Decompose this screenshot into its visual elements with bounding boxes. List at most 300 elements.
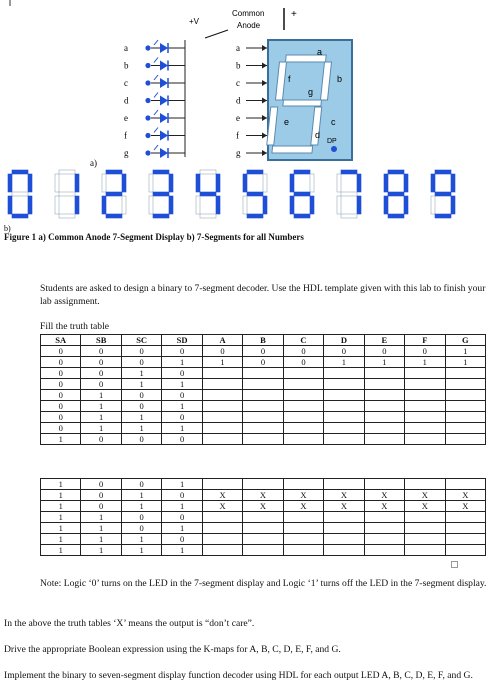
table-cell: 1: [81, 423, 121, 434]
digit-8-seg-c: [404, 196, 408, 214]
table-cell: 1: [121, 368, 161, 379]
table-cell[interactable]: 1: [445, 357, 485, 368]
digit-3-seg-b: [169, 174, 173, 192]
digit-2-seg-b: [122, 174, 126, 192]
table-cell[interactable]: [405, 423, 445, 434]
digit-9: [431, 170, 455, 218]
header-g: G: [445, 335, 485, 346]
table-cell[interactable]: [283, 534, 323, 545]
diode-icon-c: [160, 78, 168, 88]
digit-9-seg-g: [435, 192, 451, 196]
table-cell[interactable]: [364, 512, 404, 523]
digit-0-seg-e: [8, 196, 12, 214]
table-cell[interactable]: [445, 534, 485, 545]
disp-label-dp: DP: [327, 138, 337, 145]
note-paragraph: Note: Logic ‘0’ turns on the LED in the 7-segment display and Logic ‘1’ turns off the LED in the 7-segment display.: [40, 578, 487, 589]
led-label-e: e: [124, 113, 128, 123]
digit-5-seg-d: [247, 214, 263, 218]
table-cell: 1: [41, 523, 81, 534]
digit-5-seg-g: [247, 192, 263, 196]
table-cell: 0: [121, 390, 161, 401]
table-cell[interactable]: [202, 412, 242, 423]
table-cell: 1: [41, 512, 81, 523]
table-row: [41, 346, 486, 357]
table-cell[interactable]: [324, 534, 364, 545]
table-cell: 0: [81, 490, 121, 501]
diode-icon-b: [160, 61, 168, 71]
diode-icon-f: [160, 131, 168, 141]
diode-icon-a: [160, 43, 168, 53]
digit-0-seg-f: [8, 174, 12, 192]
table-cell[interactable]: [445, 479, 485, 490]
digit-4-seg-b: [216, 174, 220, 192]
diode-icon-e: [160, 113, 168, 123]
table-cell: 0: [121, 479, 161, 490]
table-cell[interactable]: [243, 434, 283, 445]
header-f: F: [405, 335, 445, 346]
digit-3-seg-d: [153, 214, 169, 218]
table-cell[interactable]: 0: [283, 357, 323, 368]
table-cell[interactable]: [202, 534, 242, 545]
digit-1-seg-e: [55, 196, 59, 214]
part-a-label: a): [90, 158, 97, 168]
emit-arrow-g: [154, 145, 158, 150]
table-cell: 1: [121, 501, 161, 512]
table-cell: 1: [162, 357, 202, 368]
table-cell[interactable]: [364, 401, 404, 412]
table-cell[interactable]: [324, 423, 364, 434]
seg-arrow-icon-d: [262, 98, 267, 104]
table-cell[interactable]: X: [445, 501, 485, 512]
table-cell: 0: [81, 368, 121, 379]
table-resize-handle[interactable]: [451, 561, 458, 568]
disp-label-c: c: [331, 117, 336, 127]
digit-4-seg-a: [200, 170, 216, 174]
table-cell[interactable]: [243, 423, 283, 434]
table-cell: 0: [81, 479, 121, 490]
table-cell[interactable]: [405, 390, 445, 401]
table-cell[interactable]: [364, 379, 404, 390]
table-row: [41, 534, 486, 545]
emit-arrow-e: [154, 110, 158, 115]
digit-6-seg-c: [310, 196, 314, 214]
table-cell[interactable]: [283, 401, 323, 412]
table-cell[interactable]: [202, 379, 242, 390]
decimal-point-icon: [331, 146, 337, 152]
seg-label-d: d: [236, 95, 241, 106]
table-cell[interactable]: [283, 412, 323, 423]
table-cell[interactable]: [405, 534, 445, 545]
table-cell[interactable]: [283, 545, 323, 556]
table-cell[interactable]: [324, 412, 364, 423]
table-cell[interactable]: X: [283, 501, 323, 512]
table-cell[interactable]: [445, 412, 485, 423]
table-cell[interactable]: [202, 390, 242, 401]
digit-9-seg-d: [435, 214, 451, 218]
seg-arrow-icon-a: [262, 45, 267, 51]
table-row: [41, 434, 486, 445]
table-cell[interactable]: [243, 523, 283, 534]
table-cell[interactable]: [445, 368, 485, 379]
table-cell: 0: [81, 501, 121, 512]
table-cell: 1: [81, 523, 121, 534]
led-label-d: d: [124, 95, 129, 106]
kmap-paragraph: Drive the appropriate Boolean expression using the K-maps for A, B, C, D, E, F, and G.: [4, 644, 341, 655]
table-cell[interactable]: [364, 368, 404, 379]
table-cell: 1: [41, 490, 81, 501]
table-cell[interactable]: [405, 401, 445, 412]
table-cell: 1: [81, 545, 121, 556]
digit-8-seg-d: [388, 214, 404, 218]
led-array: [124, 40, 185, 158]
table-cell[interactable]: [405, 512, 445, 523]
header-sd: SD: [162, 335, 202, 346]
diode-icon-g: [160, 148, 168, 158]
table-cell: 0: [162, 368, 202, 379]
table-cell[interactable]: [405, 434, 445, 445]
seg-label-e: e: [236, 113, 240, 123]
digit-5-seg-f: [243, 174, 247, 192]
table-cell[interactable]: [283, 379, 323, 390]
digit-4-seg-f: [196, 174, 200, 192]
table-cell[interactable]: [202, 523, 242, 534]
digit-0-seg-g: [12, 192, 28, 196]
table-row: [41, 501, 486, 512]
table-cell: 1: [121, 545, 161, 556]
header-a: A: [202, 335, 242, 346]
digit-1-seg-c: [75, 196, 79, 214]
table-cell[interactable]: [283, 390, 323, 401]
digit-2-seg-g: [106, 192, 122, 196]
digit-8-seg-e: [384, 196, 388, 214]
figure-caption: Figure 1 a) Common Anode 7-Segment Display b) 7-Segments for all Numbers: [4, 232, 304, 242]
table-cell[interactable]: [324, 479, 364, 490]
digit-1-seg-a: [59, 170, 75, 174]
led-label-a: a: [124, 43, 128, 53]
table-cell: 1: [41, 501, 81, 512]
table-cell[interactable]: [405, 545, 445, 556]
digit-2-seg-f: [102, 174, 106, 192]
table-cell[interactable]: [445, 401, 485, 412]
digit-1-seg-d: [59, 214, 75, 218]
digit-9-seg-f: [431, 174, 435, 192]
digit-1: [55, 170, 79, 218]
table-cell[interactable]: [283, 423, 323, 434]
table-cell[interactable]: [283, 512, 323, 523]
table-cell[interactable]: [405, 523, 445, 534]
seg-label-f: f: [236, 130, 239, 141]
table-cell[interactable]: [283, 479, 323, 490]
table-row: [41, 390, 486, 401]
digit-2-seg-d: [106, 214, 122, 218]
table-row: [41, 401, 486, 412]
digit-6-seg-e: [290, 196, 294, 214]
digit-7-seg-f: [337, 174, 341, 192]
led-node-b: [145, 63, 150, 68]
table-cell: 1: [41, 434, 81, 445]
table-row: [41, 368, 486, 379]
plus-label: +: [291, 9, 297, 20]
digit-7-seg-g: [341, 192, 357, 196]
table-cell[interactable]: X: [445, 490, 485, 501]
table-cell: 1: [81, 512, 121, 523]
table-cell[interactable]: 0: [405, 346, 445, 357]
table-cell: 0: [41, 357, 81, 368]
table-cell: 1: [121, 490, 161, 501]
table-cell: 0: [162, 490, 202, 501]
big-segment-g: [283, 100, 322, 106]
digit-1-seg-f: [55, 174, 59, 192]
table-cell: 0: [162, 412, 202, 423]
table-cell[interactable]: [364, 390, 404, 401]
table-cell: 0: [41, 368, 81, 379]
big-segment-d: [272, 146, 313, 153]
table-row: [41, 379, 486, 390]
truth-table-top: [40, 334, 486, 445]
digit-5-seg-c: [263, 196, 267, 214]
table-cell: 1: [162, 479, 202, 490]
table-cell[interactable]: [202, 423, 242, 434]
table-cell[interactable]: [243, 379, 283, 390]
anode-pointer: [205, 30, 228, 38]
seg-arrow-icon-g: [262, 150, 267, 156]
header-c: C: [283, 335, 323, 346]
digit-3-seg-c: [169, 196, 173, 214]
implement-paragraph: Implement the binary to seven-segment display function decoder using HDL for each output LED A, B, C, D, E, F, and G.: [4, 670, 473, 681]
table-row: [41, 512, 486, 523]
table-cell[interactable]: [324, 368, 364, 379]
table-cell[interactable]: [324, 401, 364, 412]
table-cell[interactable]: [445, 423, 485, 434]
table-cell[interactable]: 0: [324, 346, 364, 357]
table-cell[interactable]: [283, 434, 323, 445]
table-cell[interactable]: [202, 512, 242, 523]
table-cell: 0: [81, 346, 121, 357]
digit-9-seg-e: [431, 196, 435, 214]
table-cell: 1: [81, 390, 121, 401]
table-cell[interactable]: 1: [405, 357, 445, 368]
table-cell[interactable]: 0: [202, 346, 242, 357]
table-cell: 0: [121, 512, 161, 523]
table-cell[interactable]: 1: [364, 357, 404, 368]
emit-arrow-a: [154, 40, 158, 45]
table-cell[interactable]: [445, 379, 485, 390]
table-cell: 1: [162, 423, 202, 434]
header-sc: SC: [121, 335, 161, 346]
table-cell: 1: [162, 379, 202, 390]
anode-label: Anode: [237, 21, 261, 30]
table-cell[interactable]: [202, 434, 242, 445]
part-b-label: b): [4, 224, 11, 233]
table-cell[interactable]: 1: [445, 346, 485, 357]
digit-7-seg-c: [357, 196, 361, 214]
table-cell[interactable]: [324, 512, 364, 523]
emit-arrow-b: [154, 58, 158, 63]
seg-arrow-icon-c: [262, 80, 267, 86]
table-cell[interactable]: 0: [243, 357, 283, 368]
led-label-g: g: [124, 148, 129, 158]
table-cell[interactable]: [445, 434, 485, 445]
led-node-a: [145, 45, 150, 50]
table-cell: 1: [41, 534, 81, 545]
seg-label-g: g: [236, 148, 241, 158]
table-cell[interactable]: [243, 512, 283, 523]
digit-5-seg-e: [243, 196, 247, 214]
table-cell[interactable]: 1: [324, 357, 364, 368]
led-label-b: b: [124, 60, 129, 71]
digit-3-seg-a: [153, 170, 169, 174]
table-cell[interactable]: [324, 434, 364, 445]
table-row: [41, 357, 486, 368]
digit-1-seg-b: [75, 174, 79, 192]
truth-table-bottom: [40, 478, 486, 556]
digit-6: [290, 170, 314, 218]
table-cell[interactable]: [445, 523, 485, 534]
table-cell[interactable]: [243, 390, 283, 401]
table-cell: 1: [162, 523, 202, 534]
table-cell: 0: [162, 390, 202, 401]
table-cell: 1: [162, 501, 202, 512]
table-cell[interactable]: [445, 390, 485, 401]
table-cell[interactable]: [202, 368, 242, 379]
table-cell[interactable]: X: [405, 501, 445, 512]
table-cell: 0: [162, 534, 202, 545]
table-cell[interactable]: [324, 545, 364, 556]
led-label-f: f: [124, 130, 127, 141]
table-row: [41, 423, 486, 434]
table-cell[interactable]: [283, 368, 323, 379]
seg-label-b: b: [236, 60, 241, 71]
digit-6-seg-d: [294, 214, 310, 218]
table-cell: 0: [81, 434, 121, 445]
table-cell[interactable]: [202, 545, 242, 556]
table-cell[interactable]: [405, 368, 445, 379]
table-cell[interactable]: X: [324, 501, 364, 512]
table-cell[interactable]: [202, 479, 242, 490]
digit-4-seg-d: [200, 214, 216, 218]
vplus-label: +V: [189, 17, 200, 26]
disp-label-f: f: [288, 74, 291, 84]
table-cell[interactable]: [364, 412, 404, 423]
header-b: B: [243, 335, 283, 346]
table-cell[interactable]: [243, 368, 283, 379]
seg-arrow-icon-f: [262, 133, 267, 139]
table-cell[interactable]: [364, 545, 404, 556]
table-cell[interactable]: [405, 412, 445, 423]
table-cell[interactable]: [364, 423, 404, 434]
table-cell[interactable]: X: [243, 490, 283, 501]
table-cell: 0: [81, 379, 121, 390]
emit-arrow-d: [154, 93, 158, 98]
table-row: [41, 490, 486, 501]
table-cell: 1: [121, 379, 161, 390]
table-cell: 1: [81, 412, 121, 423]
disp-label-b: b: [337, 74, 343, 84]
table-cell[interactable]: [405, 379, 445, 390]
table-cell[interactable]: X: [202, 501, 242, 512]
digit-6-seg-b: [310, 174, 314, 192]
digit-3: [149, 170, 173, 218]
table-cell[interactable]: [243, 545, 283, 556]
table-cell[interactable]: 0: [243, 346, 283, 357]
disp-label-d: d: [315, 130, 321, 140]
table-cell[interactable]: 0: [364, 346, 404, 357]
table-cell[interactable]: [405, 479, 445, 490]
table-cell[interactable]: X: [324, 490, 364, 501]
table-cell: 1: [81, 401, 121, 412]
table-cell[interactable]: [445, 545, 485, 556]
table-cell[interactable]: X: [283, 490, 323, 501]
digit-7-seg-b: [357, 174, 361, 192]
digit-1-seg-g: [59, 192, 75, 196]
common-label: Common: [232, 9, 265, 18]
seg-label-a: a: [236, 43, 240, 53]
table-cell[interactable]: X: [243, 501, 283, 512]
digits-row: [8, 170, 455, 218]
digit-8-seg-g: [388, 192, 404, 196]
table-cell[interactable]: [324, 379, 364, 390]
table-cell[interactable]: [243, 401, 283, 412]
table-cell: 0: [41, 423, 81, 434]
table-cell[interactable]: [324, 390, 364, 401]
table-cell: 1: [41, 479, 81, 490]
table-cell[interactable]: 0: [283, 346, 323, 357]
table-cell[interactable]: X: [202, 490, 242, 501]
digit-0-seg-d: [12, 214, 28, 218]
table-cell[interactable]: [283, 523, 323, 534]
table-cell[interactable]: [364, 434, 404, 445]
digit-2-seg-c: [122, 196, 126, 214]
table-cell[interactable]: [202, 401, 242, 412]
table-cell[interactable]: [445, 512, 485, 523]
disp-label-a: a: [317, 47, 323, 57]
digit-3-seg-f: [149, 174, 153, 192]
table-cell[interactable]: [364, 534, 404, 545]
digit-2-seg-a: [106, 170, 122, 174]
table-cell: 0: [81, 357, 121, 368]
table-cell: 0: [41, 401, 81, 412]
truth-table-header: [41, 335, 486, 346]
table-cell: 0: [121, 346, 161, 357]
table-cell[interactable]: [243, 534, 283, 545]
table-cell[interactable]: [364, 479, 404, 490]
digit-0: [8, 170, 32, 218]
header-d: D: [324, 335, 364, 346]
table-cell: 0: [41, 390, 81, 401]
seg-arrow-icon-e: [262, 115, 267, 121]
table-cell[interactable]: [243, 479, 283, 490]
table-cell[interactable]: [364, 523, 404, 534]
table-cell: 0: [41, 379, 81, 390]
table-row: [41, 523, 486, 534]
table-row: [41, 545, 486, 556]
fill-table-label: Fill the truth table: [40, 321, 110, 332]
digit-5-seg-a: [247, 170, 263, 174]
digit-4-seg-c: [216, 196, 220, 214]
digit-8-seg-a: [388, 170, 404, 174]
table-cell[interactable]: 1: [202, 357, 242, 368]
led-label-c: c: [124, 78, 128, 88]
table-cell: 1: [81, 534, 121, 545]
table-cell[interactable]: [243, 412, 283, 423]
table-row: [41, 479, 486, 490]
table-cell[interactable]: X: [364, 490, 404, 501]
table-cell[interactable]: [324, 523, 364, 534]
table-cell[interactable]: X: [364, 501, 404, 512]
digit-9-seg-b: [451, 174, 455, 192]
table-cell: 1: [121, 534, 161, 545]
table-cell[interactable]: X: [405, 490, 445, 501]
